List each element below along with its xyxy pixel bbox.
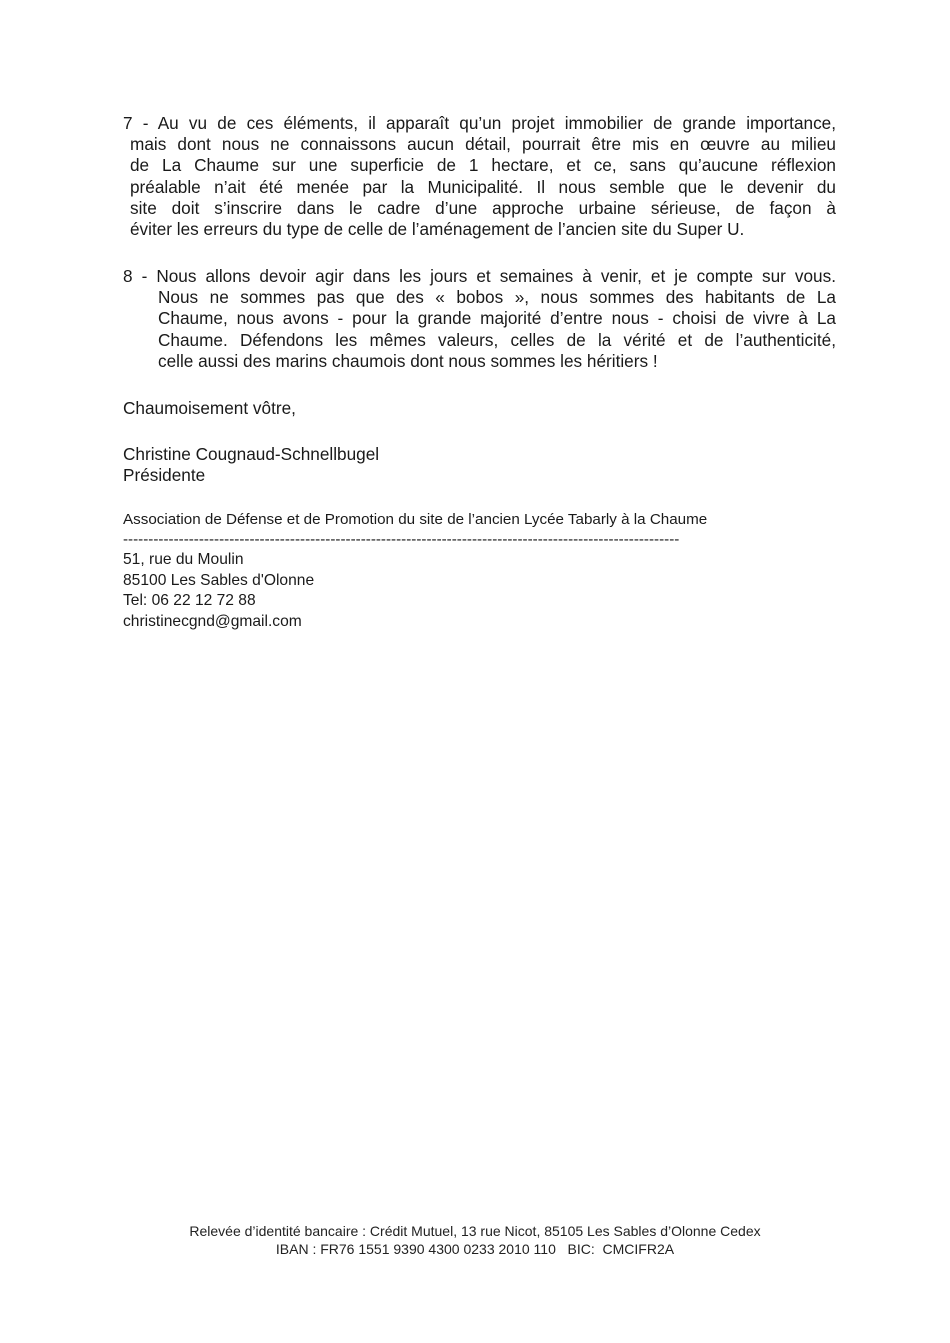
- paragraph-line: mais dont nous ne connaissons aucun détail, pourrait être mis en œuvre au milieu: [130, 134, 836, 155]
- paragraph-number: 8 -: [123, 266, 157, 286]
- paragraph-line: éviter les erreurs du type de celle de l’aménagement de l’ancien site du Super U.: [130, 219, 745, 240]
- paragraph-line: Nous ne sommes pas que des « bobos », nous sommes des habitants de La: [158, 287, 836, 308]
- paragraph-line: celle aussi des marins chaumois dont nous sommes les héritiers !: [158, 350, 658, 371]
- footer-iban: IBAN : FR76 1551 9390 4300 0233 2010 110 BIC: CMCIFR2A: [275, 1241, 675, 1257]
- address-street: 51, rue du Moulin: [123, 551, 244, 568]
- paragraph-8: [123, 266, 836, 372]
- paragraph-7: [123, 113, 836, 240]
- paragraph-number: 7 -: [123, 113, 158, 133]
- email-address: christinecgnd@gmail.com: [123, 613, 302, 630]
- separator-line: --------------------------------------------------------------------------------------------------------------: [123, 531, 680, 548]
- paragraph-line: 8 - Nous allons devoir agir dans les jours et semaines à venir, et je compte sur vous.: [123, 266, 836, 286]
- paragraph-line: Chaume, nous avons - pour la grande majorité d’entre nous - choisi de vivre à La: [158, 308, 836, 329]
- association-name: Association de Défense et de Promotion du site de l’ancien Lycée Tabarly à la Chaume: [123, 511, 708, 528]
- paragraph-line: 7 - Au vu de ces éléments, il apparaît qu’un projet immobilier de grande importance,: [123, 113, 837, 133]
- phone-number: Tel: 06 22 12 72 88: [123, 592, 256, 609]
- signer-name: Christine Cougnaud-Schnellbugel: [123, 444, 380, 464]
- paragraph-line: de La Chaume sur une superficie de 1 hectare, et ce, sans qu’aucune réflexion: [130, 155, 836, 176]
- address-city: 85100 Les Sables d'Olonne: [123, 572, 315, 589]
- closing-salutation: Chaumoisement vôtre,: [123, 398, 296, 418]
- footer-bank-details: Relevée d’identité bancaire : Crédit Mutuel, 13 rue Nicot, 85105 Les Sables d’Olonne Cedex: [189, 1223, 761, 1239]
- signer-title: Présidente: [123, 465, 206, 485]
- paragraph-line: site doit s’inscrire dans le cadre d’une approche urbaine sérieuse, de façon à: [130, 197, 836, 218]
- paragraph-line: préalable n’ait été menée par la Municipalité. Il nous semble que le devenir du: [130, 176, 836, 197]
- paragraph-line: Chaume. Défendons les mêmes valeurs, celles de la vérité et de l’authenticité,: [158, 329, 836, 350]
